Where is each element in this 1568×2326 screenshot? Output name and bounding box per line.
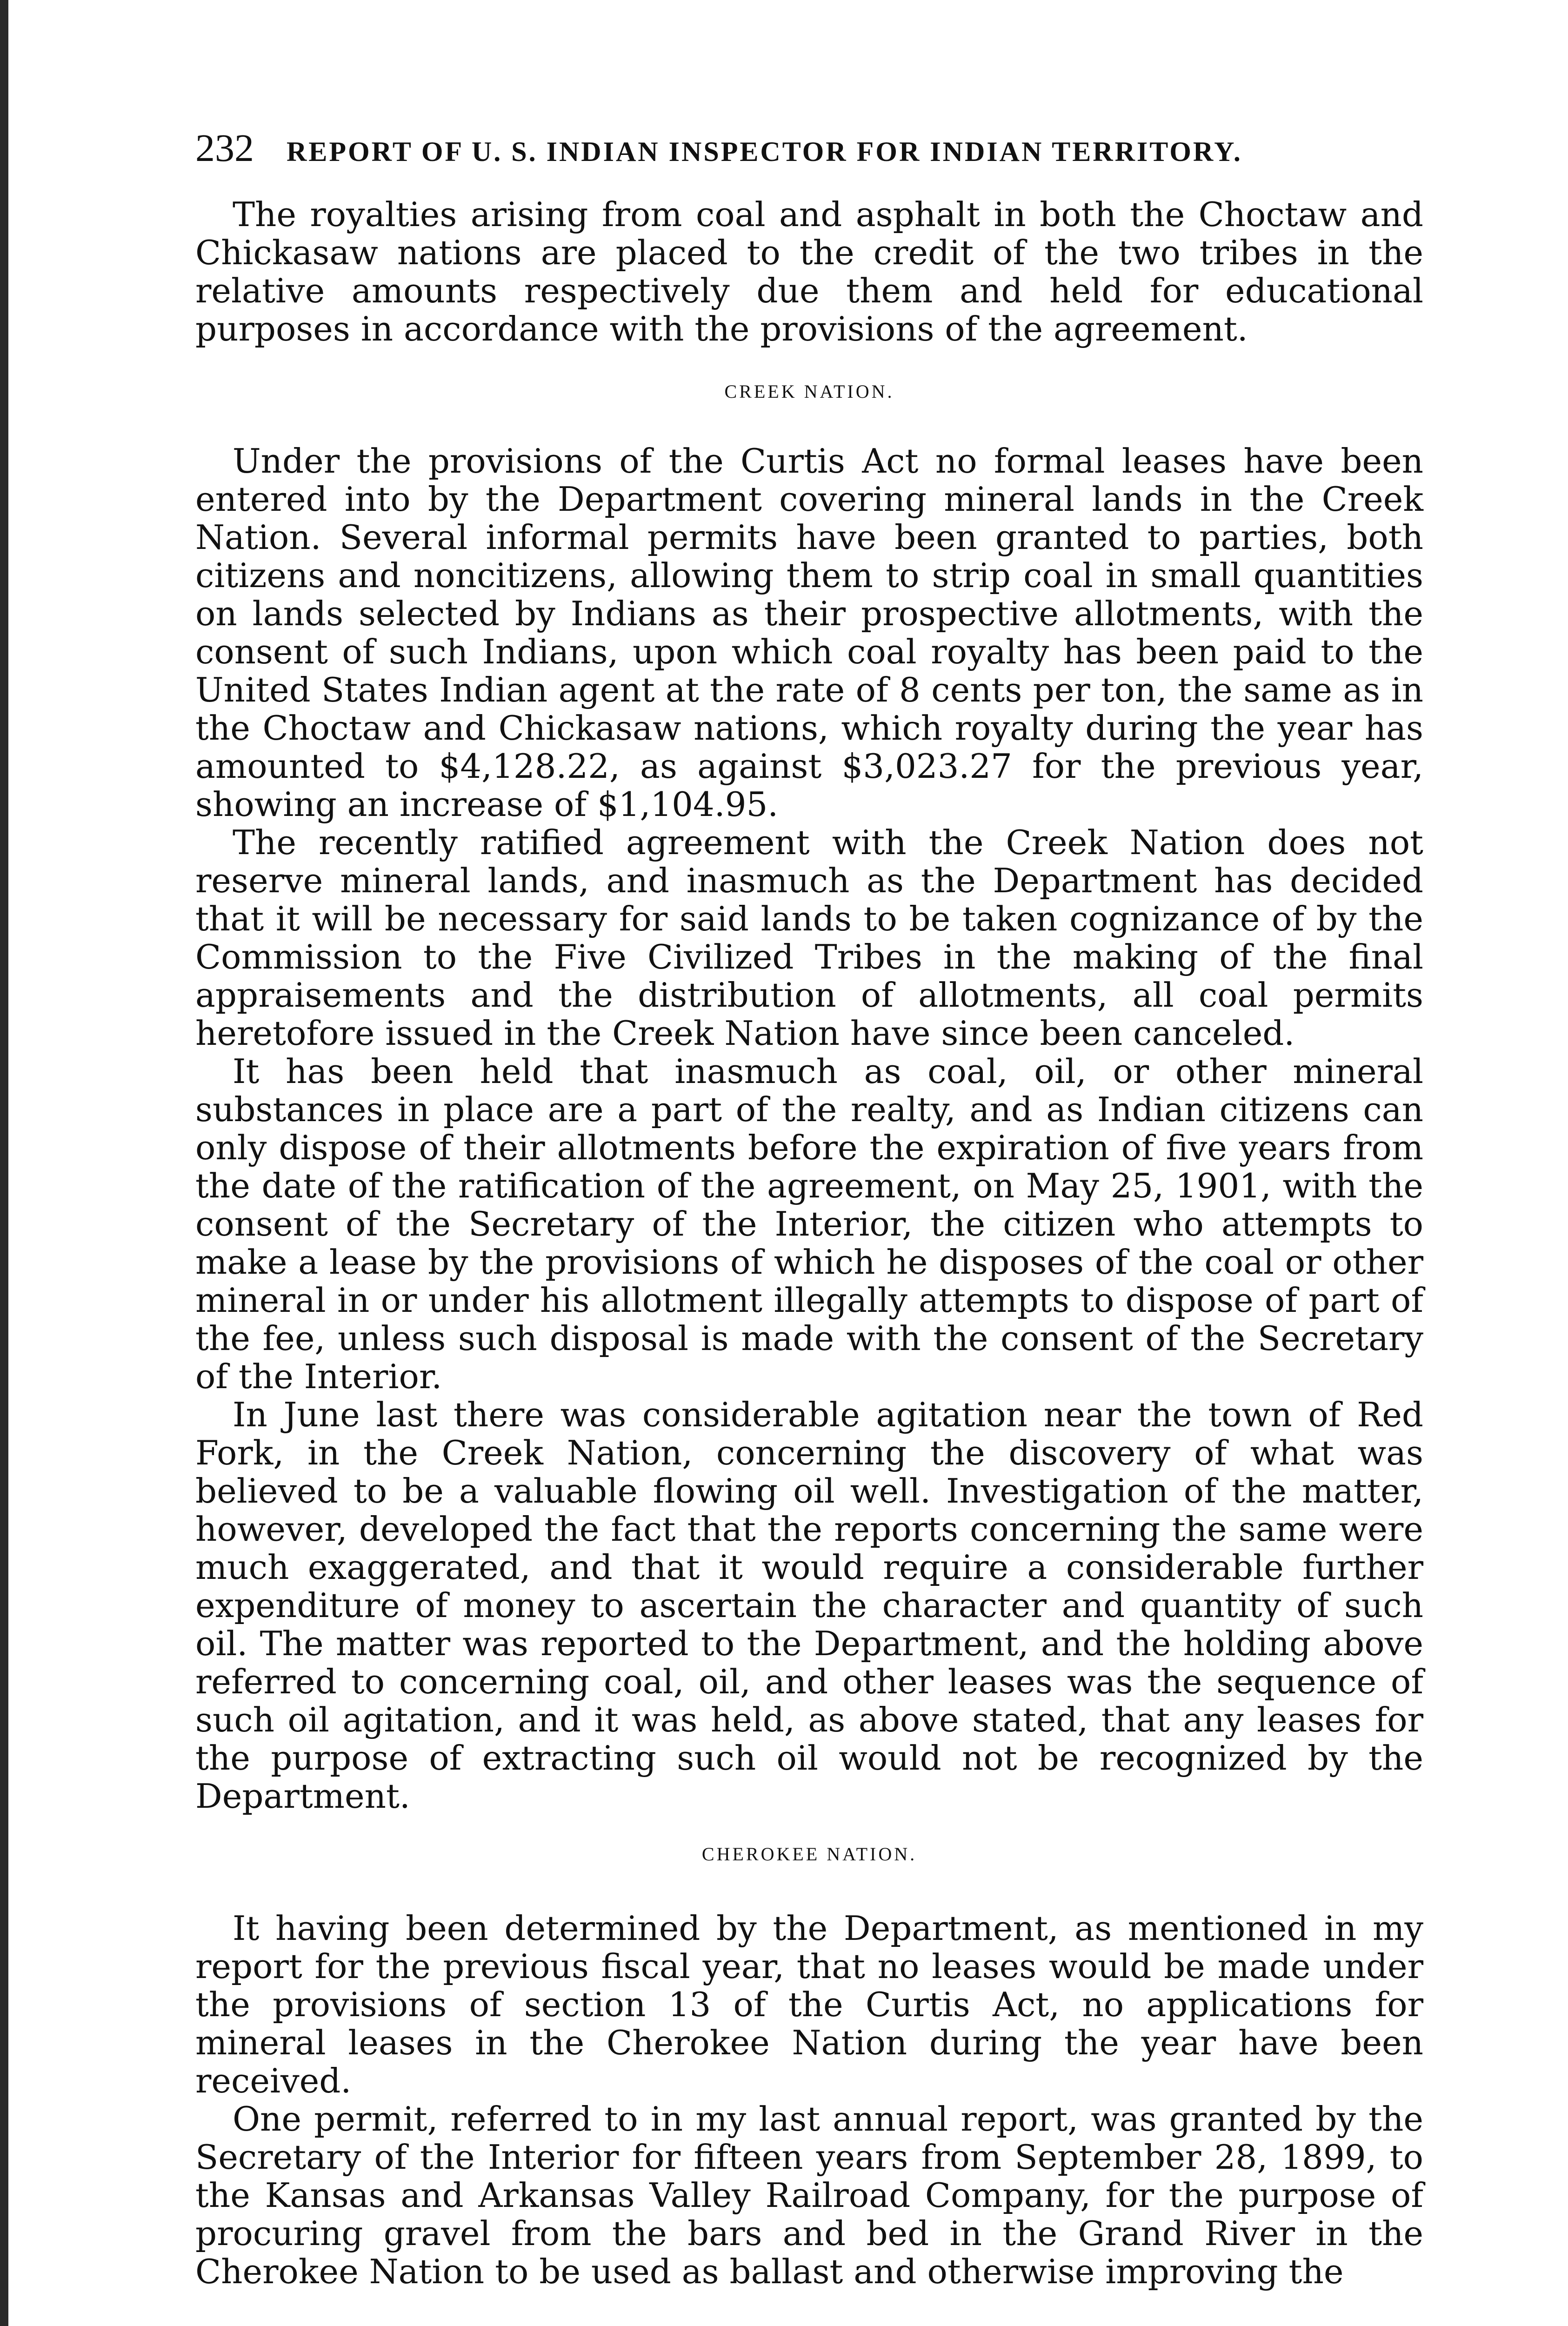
document-page (195, 126, 1423, 2291)
section-heading-creek-nation: CREEK NATION. (724, 381, 894, 402)
running-head: REPORT OF U. S. INDIAN INSPECTOR FOR INDIAN TERRITORY. (287, 136, 1242, 167)
paragraph-creek-1: Under the provisions of the Curtis Act no formal leases have been entered into by the Department covering mineral lands in the Creek Nation. Several informal permits have been granted to parties, both citizens and noncitizens, allowing them to strip coal in small quantities on lands selected by Indians as their prospective allotments, with the consent of such Indians, upon which coal royalty has been paid to the United States Indian agent at the rate of 8 cents per ton, the same as in the Choctaw and Chickasaw nations, which royalty during the year has amounted to $4,128.22, as against $3,023.27 for the previous year, showing an increase of $1,104.95. (195, 441, 1423, 824)
page-header (195, 126, 1423, 186)
page-number: 232 (195, 127, 254, 170)
paragraph-cherokee-1: It having been determined by the Department, as mentioned in my report for the previous fiscal year, that no leases would be made under the provisions of section 13 of the Curtis Act, no applications for mineral leases in the Cherokee Nation during the year have been received. (195, 1909, 1423, 2100)
scan-left-edge (0, 0, 8, 2326)
paragraph-creek-3: It has been held that inasmuch as coal, oil, or other mineral substances in place are a part of the realty, and as Indian citizens can only dispose of their allotments before the expiration of five years from the date of the ratification of the agreement, on May 25, 1901, with the consent of the Secretary of the Interior, the citizen who attempts to make a lease by the provisions of which he disposes of the coal or other mineral in or under his allotment illegally attempts to dispose of part of the fee, unless such disposal is made with the consent of the Secretary of the Interior. (195, 1052, 1423, 1396)
paragraph-creek-2: The recently ratified agreement with the Creek Nation does not reserve mineral lands, and inasmuch as the Department has decided that it will be necessary for said lands to be taken cognizance of by the Commission to the Five Civilized Tribes in the making of the final appraisements and the distribution of allotments, all coal permits heretofore issued in the Creek Nation have since been canceled. (195, 823, 1423, 1053)
paragraph-cherokee-2: One permit, referred to in my last annual report, was granted by the Secretary of the Interior for fifteen years from September 28, 1899, to the Kansas and Arkansas Valley Railroad Company, for the purpose of procuring gravel from the bars and bed in the Grand River in the Cherokee Nation to be used as ballast and otherwise improving the (195, 2099, 1423, 2291)
section-heading-cherokee-nation: CHEROKEE NATION. (701, 1844, 917, 1865)
paragraph-creek-4: In June last there was considerable agitation near the town of Red Fork, in the Creek Nation, concerning the discovery of what was believed to be a valuable flowing oil well. Investigation of the matter, however, developed the fact that the reports concerning the same were much exaggerated, and that it would require a considerable further expenditure of money to ascertain the character and quantity of such oil. The matter was reported to the Department, and the holding above referred to concerning coal, oil, and other leases was the sequence of such oil agitation, and it was held, as above stated, that any leases for the purpose of extracting such oil would not be recognized by the Department. (195, 1395, 1423, 1816)
paragraph-royalties: The royalties arising from coal and asphalt in both the Choctaw and Chickasaw nations are placed to the credit of the two tribes in the relative amounts respectively due them and held for educational purposes in accordance with the provisions of the agreement. (195, 195, 1423, 348)
